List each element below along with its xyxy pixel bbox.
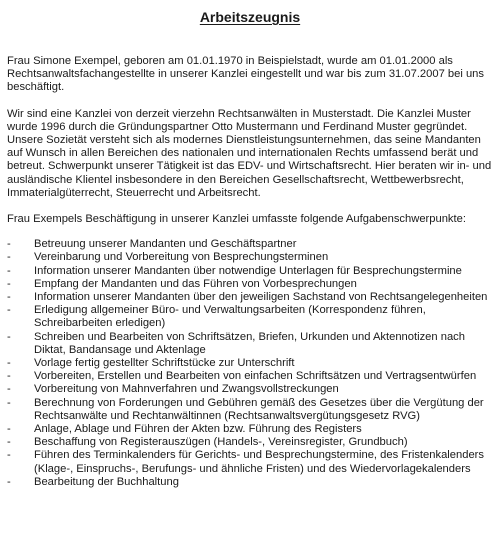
bullet-dash: - bbox=[7, 449, 11, 462]
bullet-dash: - bbox=[7, 251, 11, 264]
bullet-dash: - bbox=[7, 436, 11, 449]
bullet-dash: - bbox=[7, 291, 11, 304]
list-item bbox=[7, 331, 493, 357]
bullet-dash: - bbox=[7, 277, 11, 290]
list-item-text: Vereinbarung und Vorbereitung von Besprechungsterminen bbox=[34, 251, 329, 264]
list-item bbox=[7, 423, 493, 436]
paragraph-firm-description: Wir sind eine Kanzlei von derzeit vierzehn Rechtsanwälten in Musterstadt. Die Kanzlei Muster wurde 1996 durch die Gründungspartner Otto Mustermann und Ferdinand Muster gegründet. Unsere Sozietät versteht sich als modernes Dienstleistungsunternehmen, das seine Mandanten auf Wunsch in allen Bereichen des nationalen und internationalen Rechts umfassend berät und betreut. Schwerpunkt unserer Tätigkeit ist das EDV- und Wirtschaftsrecht. Hier beraten wir in- und ausländische Klientel insbesondere in den Bereichen Gesellschaftsrecht, Wettbewerbsrecht, Immaterialgüterrecht, Steuerrecht und Arbeitsrecht. bbox=[7, 107, 492, 199]
paragraph-tasks-intro: Frau Exempels Beschäftigung in unserer Kanzlei umfasste folgende Aufgabenschwerpunkte: bbox=[7, 213, 466, 226]
list-item-text: Information unserer Mandanten über notwendige Unterlagen für Besprechungstermine bbox=[34, 264, 462, 277]
bullet-dash: - bbox=[7, 264, 11, 277]
task-list bbox=[7, 238, 493, 489]
list-item bbox=[7, 357, 493, 370]
bullet-dash: - bbox=[7, 423, 11, 436]
bullet-dash: - bbox=[7, 330, 11, 343]
bullet-dash: - bbox=[7, 475, 11, 488]
list-item bbox=[7, 238, 493, 251]
document-title: Arbeitszeugnis bbox=[199, 9, 301, 25]
list-item bbox=[7, 476, 493, 489]
list-item-text: Empfang der Mandanten und das Führen von Vorbesprechungen bbox=[34, 277, 357, 290]
list-item bbox=[7, 436, 493, 449]
list-item-text: Beschaffung von Registerauszügen (Handels-, Vereinsregister, Grundbuch) bbox=[34, 436, 408, 449]
list-item bbox=[7, 370, 493, 383]
bullet-dash: - bbox=[7, 304, 11, 317]
list-item-text: Schreiben und Bearbeiten von Schriftsätzen, Briefen, Urkunden und Aktennotizen nach Diktat, Bandansage und Aktenlage bbox=[34, 330, 465, 356]
list-item bbox=[7, 265, 493, 278]
paragraph-employment: Frau Simone Exempel, geboren am 01.01.1970 in Beispielstadt, wurde am 01.01.2000 als Rechtsanwaltsfachangestellte in unserer Kanzlei eingestellt und war bis zum 31.07.2007 bei uns beschäftigt. bbox=[7, 55, 484, 94]
list-item bbox=[7, 304, 493, 330]
bullet-dash: - bbox=[7, 238, 11, 251]
list-item-text: Führen des Terminkalenders für Gerichts- und Besprechungstermine, des Fristenkalenders (Klage-, Einspruchs-, Berufungs- und ähnliche Fristen) und des Wiedervorlagekalenders bbox=[34, 449, 484, 475]
list-item bbox=[7, 397, 493, 423]
bullet-dash: - bbox=[7, 383, 11, 396]
list-item-text: Vorlage fertig gestellter Schriftstücke zur Unterschrift bbox=[34, 357, 295, 370]
list-item-text: Bearbeitung der Buchhaltung bbox=[34, 475, 179, 488]
list-item-text: Betreuung unserer Mandanten und Geschäftspartner bbox=[34, 238, 297, 251]
document-body bbox=[7, 55, 493, 489]
list-item bbox=[7, 449, 493, 475]
bullet-dash: - bbox=[7, 357, 11, 370]
list-item-text: Information unserer Mandanten über den jeweiligen Sachstand von Rechtsangelegenheiten bbox=[34, 291, 488, 304]
list-item-text: Anlage, Ablage und Führen der Akten bzw. Führung des Registers bbox=[34, 423, 362, 436]
list-item-text: Erledigung allgemeiner Büro- und Verwaltungsarbeiten (Korrespondenz führen, Schreibarbeiten erledigen) bbox=[34, 304, 426, 330]
list-item bbox=[7, 251, 493, 264]
list-item bbox=[7, 278, 493, 291]
bullet-dash: - bbox=[7, 396, 11, 409]
list-item-text: Vorbereitung von Mahnverfahren und Zwangsvollstreckungen bbox=[34, 383, 339, 396]
list-item bbox=[7, 291, 493, 304]
bullet-dash: - bbox=[7, 370, 11, 383]
list-item bbox=[7, 383, 493, 396]
list-item-text: Vorbereiten, Erstellen und Bearbeiten von einfachen Schriftsätzen und Vertragsentwürfen bbox=[34, 370, 477, 383]
list-item-text: Berechnung von Forderungen und Gebühren gemäß des Gesetzes über die Vergütung der Rechtsanwälte und Rechtanwältinnen (Rechtsanwaltsvergütungsgesetz RVG) bbox=[34, 396, 484, 422]
